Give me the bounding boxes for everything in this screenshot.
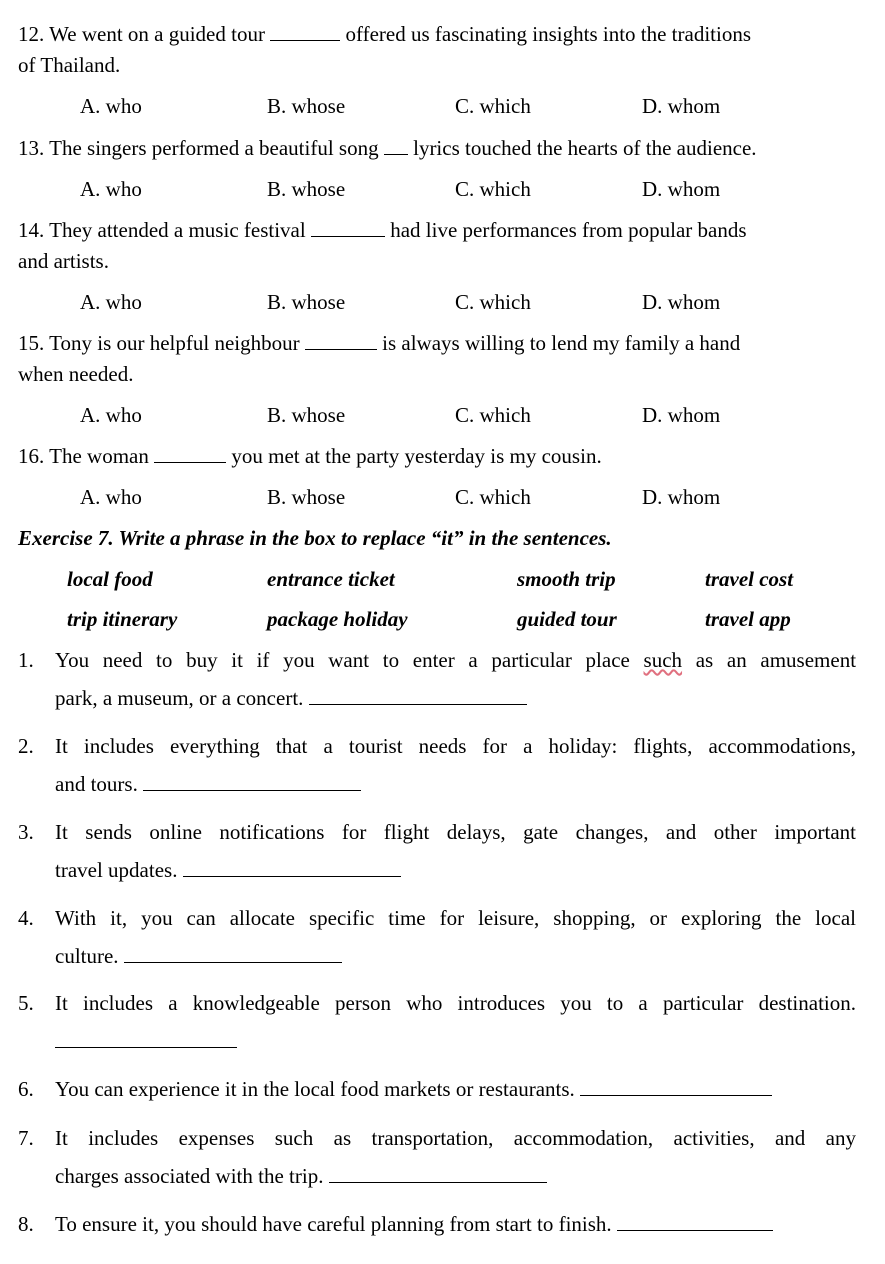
- option-b[interactable]: B. whose: [267, 94, 346, 118]
- option-c[interactable]: C. which: [455, 177, 531, 201]
- answer-blank[interactable]: [311, 218, 385, 237]
- option-b[interactable]: B. whose: [267, 403, 346, 427]
- word-box-item: guided tour: [517, 607, 617, 631]
- question-15-options: [18, 402, 856, 428]
- word-box-item: travel cost: [705, 567, 794, 591]
- option-c[interactable]: C. which: [455, 403, 531, 427]
- answer-blank[interactable]: [183, 858, 401, 877]
- question-14: 14. They attended a music festival had live performances from popular bands: [18, 218, 747, 242]
- option-c[interactable]: C. which: [455, 290, 531, 314]
- word-box-item: package holiday: [267, 607, 408, 631]
- option-a[interactable]: A. who: [80, 403, 142, 427]
- answer-blank[interactable]: [309, 686, 527, 705]
- answer-blank[interactable]: [55, 1029, 237, 1048]
- word-box-row-2: [18, 606, 856, 632]
- answer-blank[interactable]: [580, 1077, 772, 1096]
- question-12: 12. We went on a guided tour offered us fascinating insights into the traditions: [18, 22, 752, 46]
- question-15: 15. Tony is our helpful neighbour is always willing to lend my family a hand: [18, 331, 741, 355]
- option-c[interactable]: C. which: [455, 94, 531, 118]
- option-b[interactable]: B. whose: [267, 177, 346, 201]
- option-a[interactable]: A. who: [80, 94, 142, 118]
- question-12-continued: of Thailand.: [18, 53, 121, 77]
- question-16: 16. The woman you met at the party yesterday is my cousin.: [18, 444, 602, 468]
- option-d[interactable]: D. whom: [642, 403, 721, 427]
- spellcheck-word: such: [643, 648, 683, 672]
- word-box-row-1: [18, 566, 856, 592]
- question-14-options: [18, 289, 856, 315]
- option-d[interactable]: D. whom: [642, 177, 721, 201]
- option-a[interactable]: A. who: [80, 485, 142, 509]
- word-box-item: smooth trip: [517, 567, 616, 591]
- question-13-options: [18, 176, 856, 202]
- answer-blank[interactable]: [270, 22, 340, 41]
- answer-blank[interactable]: [384, 136, 408, 155]
- option-d[interactable]: D. whom: [642, 485, 721, 509]
- option-a[interactable]: A. who: [80, 290, 142, 314]
- answer-blank[interactable]: [305, 331, 377, 350]
- word-box-item: entrance ticket: [267, 567, 395, 591]
- option-b[interactable]: B. whose: [267, 290, 346, 314]
- question-14-continued: and artists.: [18, 249, 109, 273]
- answer-blank[interactable]: [617, 1212, 773, 1231]
- option-c[interactable]: C. which: [455, 485, 531, 509]
- exercise-7-title: Exercise 7. Write a phrase in the box to replace “it” in the sentences.: [18, 526, 612, 550]
- question-15-continued: when needed.: [18, 362, 134, 386]
- answer-blank[interactable]: [143, 772, 361, 791]
- word-box-item: local food: [67, 567, 153, 591]
- word-box-item: travel app: [705, 607, 791, 631]
- answer-blank[interactable]: [154, 444, 226, 463]
- question-12-options: [18, 93, 856, 119]
- answer-blank[interactable]: [124, 944, 342, 963]
- answer-blank[interactable]: [329, 1164, 547, 1183]
- option-d[interactable]: D. whom: [642, 94, 721, 118]
- option-a[interactable]: A. who: [80, 177, 142, 201]
- question-16-options: [18, 484, 856, 510]
- word-box-item: trip itinerary: [67, 607, 178, 631]
- option-b[interactable]: B. whose: [267, 485, 346, 509]
- question-13: 13. The singers performed a beautiful song lyrics touched the hearts of the audience.: [18, 136, 757, 160]
- option-d[interactable]: D. whom: [642, 290, 721, 314]
